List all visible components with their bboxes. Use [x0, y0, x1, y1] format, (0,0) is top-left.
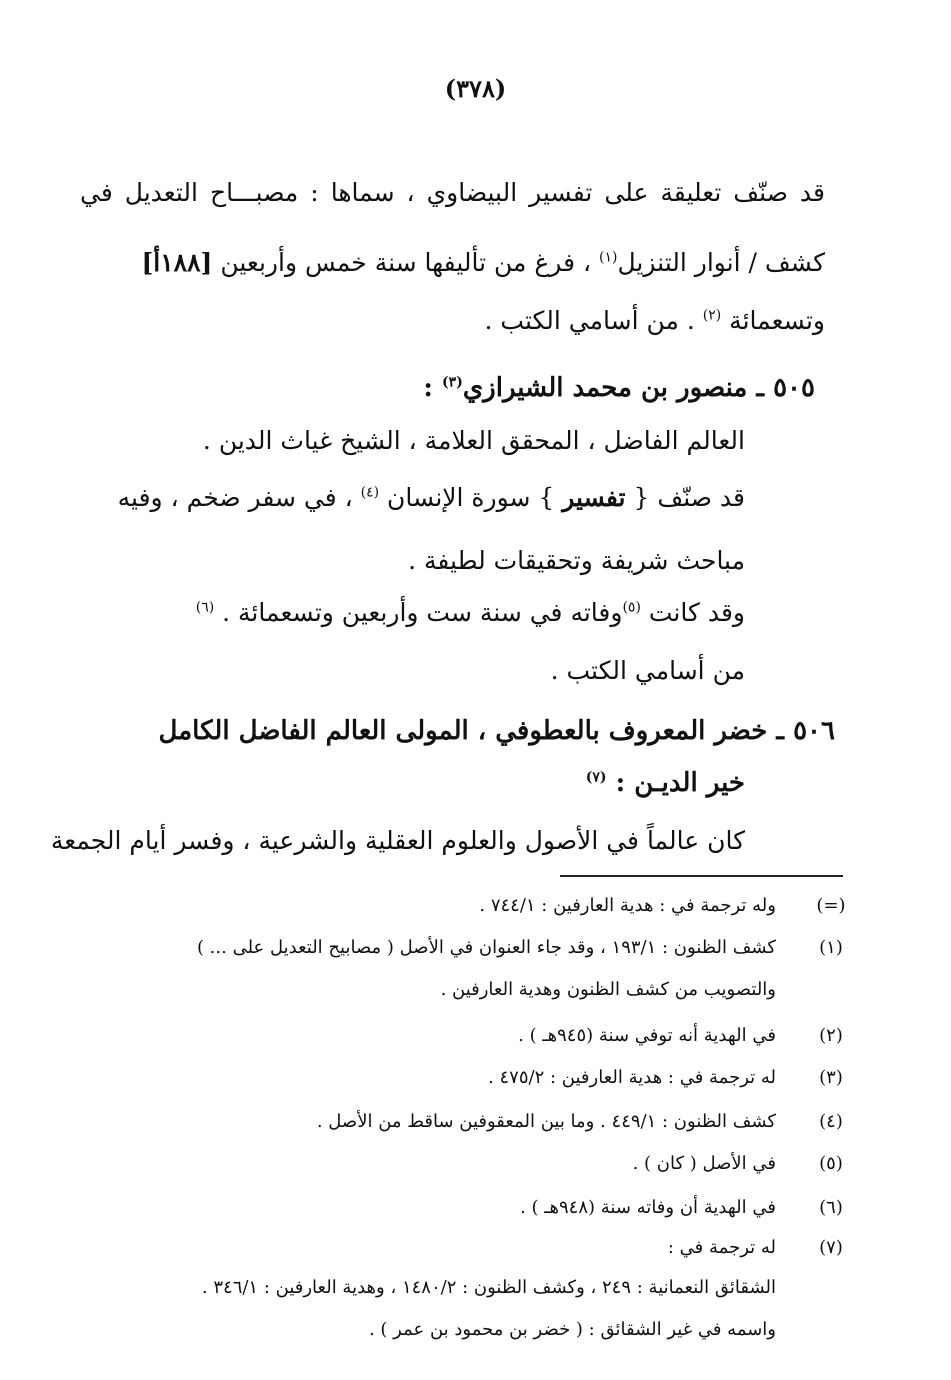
text-segment: قد صنّف {: [625, 483, 745, 512]
footnote-item: [0, 937, 951, 961]
footnote-ref-2: (٢): [702, 307, 722, 324]
text-segment: ، فرغ من تأليفها سنة خمس وأربعين: [212, 248, 599, 277]
text-segment: خير الديـن :: [606, 768, 745, 798]
entry-number: ٥٠٥ ـ: [747, 373, 815, 403]
footnote-text: وله ترجمة في : هدية العارفين : ٧٤٤/١ .: [479, 895, 776, 916]
text-line-3: [485, 308, 826, 333]
footnote-item: [0, 1111, 951, 1135]
footnote-number: (=): [816, 895, 846, 916]
footnote-number: (٥): [819, 1153, 843, 1174]
entry-heading-505: [423, 375, 815, 401]
footnote-ref-4: (٤): [360, 484, 380, 501]
text-segment: وقد كانت: [640, 598, 745, 627]
text-line-7: مباحث شريفة وتحقيقات لطيفة .: [408, 546, 745, 575]
footnote-item-cont: [0, 1277, 951, 1301]
footnote-text: له ترجمة في : هدية العارفين : ٤٧٥/٢ .: [488, 1067, 776, 1088]
footnote-item: [0, 895, 951, 919]
footnote-text: له ترجمة في :: [667, 1237, 776, 1258]
footnote-text: الشقائق النعمانية : ٢٤٩ ، وكشف الظنون : ١٤٨٠/٢ ، وهدية العارفين : ٣٤٦/١ .: [201, 1277, 776, 1298]
footnote-item: [0, 1025, 951, 1049]
footnote-number: (٤): [819, 1111, 843, 1132]
text-line-1: قد صنّف تعليقة على تفسير البيضاوي ، سماها : مصبـــاح التعديل في: [80, 178, 825, 207]
entry-heading-506: ٥٠٦ ـ خضر المعروف بالعطوفي ، المولى العالم الفاضل الكامل: [158, 716, 835, 746]
footnote-ref-6: (٦): [195, 599, 215, 616]
bold-word: تفسير: [562, 483, 626, 512]
footnote-item: [0, 1153, 951, 1177]
entry-heading-506-cont: [586, 770, 745, 796]
text-line-8: [196, 600, 745, 625]
footnote-number: (٢): [819, 1025, 843, 1046]
text-segment: ، في سفر ضخم ، وفيه: [117, 483, 361, 512]
footnote-divider: [560, 875, 843, 877]
footnote-text: واسمه في غير الشقائق : ( خضر بن محمود بن عمر ) .: [368, 1319, 776, 1340]
footnote-item-cont: [0, 1319, 951, 1343]
text-segment: . من أسامي الكتب .: [484, 306, 703, 335]
text-line-9: من أسامي الكتب .: [550, 656, 745, 685]
text-segment: } سورة الإنسان: [379, 483, 563, 512]
page-number: (٣٧٨): [444, 74, 507, 103]
text-segment: وتسعمائة: [721, 306, 825, 335]
footnote-item: [0, 1237, 951, 1261]
entry-name: منصور بن محمد الشيرازي: [462, 373, 748, 403]
footnote-ref-3: (٣): [442, 374, 463, 391]
footnote-item: [0, 1067, 951, 1091]
footnote-number: (٣): [819, 1067, 843, 1088]
text-segment: :: [423, 373, 443, 403]
text-line-6: [118, 485, 745, 510]
text-segment: كشف / أنوار التنزيل: [617, 248, 825, 277]
footnote-text: كشف الظنون : ٤٤٩/١ . وما بين المعقوفين ساقط من الأصل .: [316, 1111, 776, 1132]
footnote-text: كشف الظنون : ١٩٣/١ ، وقد جاء العنوان في الأصل ( مصابيح التعديل على ... ): [196, 937, 776, 958]
footnote-number: (٦): [819, 1197, 843, 1218]
footnote-item: [0, 1197, 951, 1221]
text-segment: وفاته في سنة ست وأربعين وتسعمائة .: [214, 598, 623, 627]
text-line-5: العالم الفاضل ، المحقق العلامة ، الشيخ غياث الدين .: [202, 426, 745, 455]
text-line-2: [141, 250, 825, 275]
footnote-ref-7: (٧): [585, 769, 607, 786]
footnote-text: في الأصل ( كان ) .: [632, 1153, 776, 1174]
footnote-number: (٧): [819, 1237, 843, 1258]
footnote-text: في الهدية أن وفاته سنة (٩٤٨هـ ) .: [520, 1197, 776, 1218]
manuscript-ref: [١٨٨أ]: [141, 248, 213, 277]
footnote-ref-1: (١): [599, 249, 618, 266]
footnote-ref-5: (٥): [622, 599, 641, 616]
footnote-item-cont: [0, 979, 951, 1003]
footnote-text: في الهدية أنه توفي سنة (٩٤٥هـ ) .: [518, 1025, 776, 1046]
footnote-text: والتصويب من كشف الظنون وهدية العارفين .: [440, 979, 776, 1000]
footnote-number: (١): [819, 937, 843, 958]
text-line-12: كان عالماً في الأصول والعلوم العقلية والشرعية ، وفسر أيام الجمعة: [50, 826, 745, 855]
